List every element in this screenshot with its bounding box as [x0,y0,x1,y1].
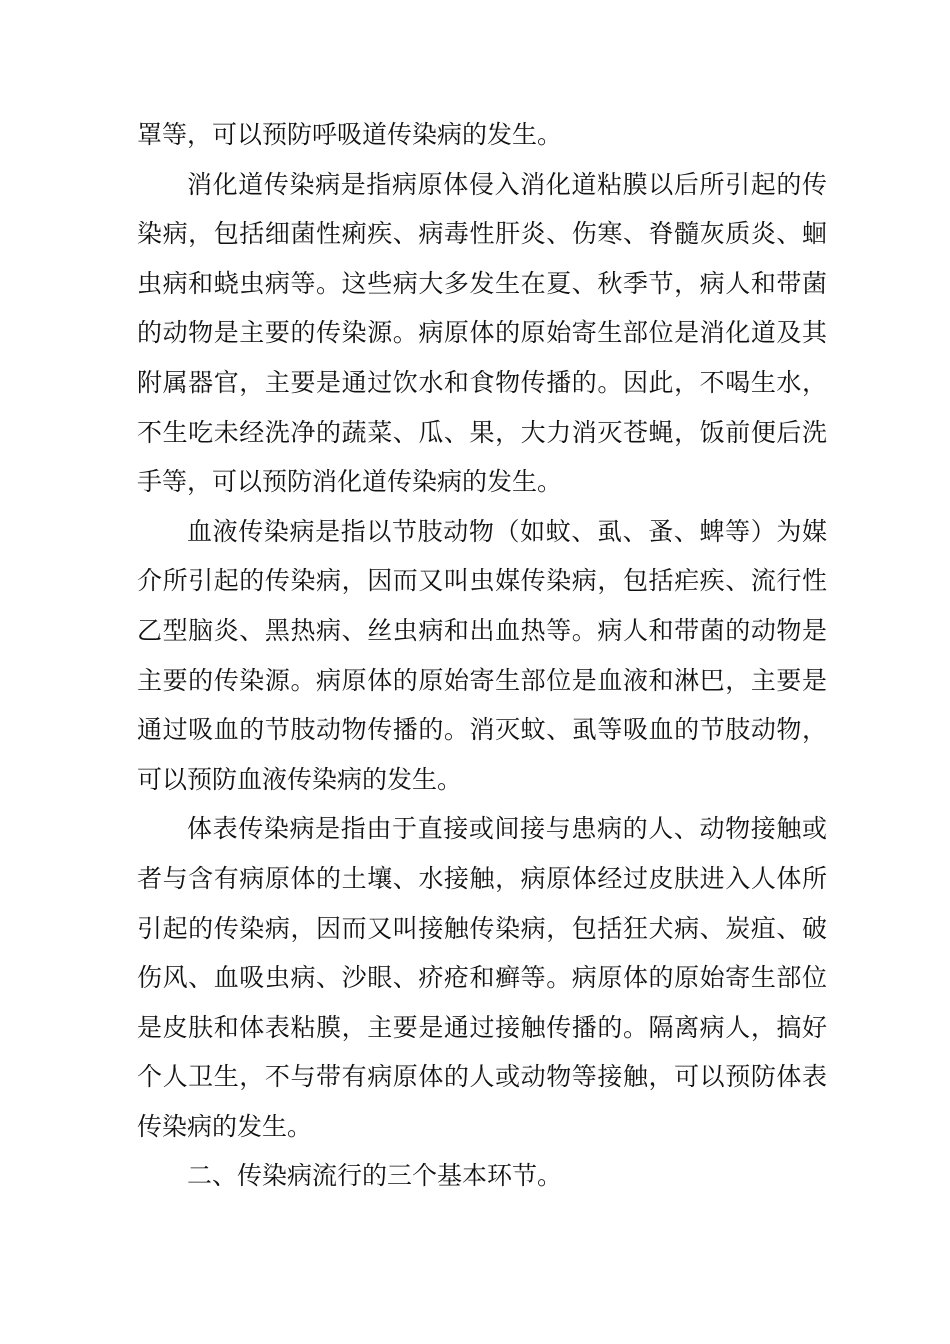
paragraph-digestive: 消化道传染病是指病原体侵入消化道粘膜以后所引起的传染病，包括细菌性痢疾、病毒性肝炎、伤寒、脊髓灰质炎、蛔虫病和蛲虫病等。这些病大多发生在夏、秋季节，病人和带菌的动物是主要的传染源。病原体的原始寄生部位是消化道及其附属器官，主要是通过饮水和食物传播的。因此，不喝生水，不生吃未经洗净的蔬菜、瓜、果，大力消灭苍蝇，饭前便后洗手等，可以预防消化道传染病的发生。 [137,169,827,497]
section-heading: 二、传染病流行的三个基本环节。 [187,1161,563,1191]
paragraph-respiratory-end: 罩等，可以预防呼吸道传染病的发生。 [137,120,563,149]
document-body [137,110,827,1201]
paragraph-body-surface: 体表传染病是指由于直接或间接与患病的人、动物接触或者与含有病原体的土壤、水接触，病原体经过皮肤进入人体所引起的传染病，因而又叫接触传染病，包括狂犬病、炭疽、破伤风、血吸虫病、沙眼、疥疮和癣等。病原体的原始寄生部位是皮肤和体表粘膜，主要是通过接触传播的。隔离病人，搞好个人卫生，不与带有病原体的人或动物等接触，可以预防体表传染病的发生。 [137,814,827,1141]
paragraph-blood: 血液传染病是指以节肢动物（如蚊、虱、蚤、蜱等）为媒介所引起的传染病，因而又叫虫媒传染病，包括疟疾、流行性乙型脑炎、黑热病、丝虫病和出血热等。病人和带菌的动物是主要的传染源。病原体的原始寄生部位是血液和淋巴，主要是通过吸血的节肢动物传播的。消灭蚊、虱等吸血的节肢动物，可以预防血液传染病的发生。 [137,516,827,794]
